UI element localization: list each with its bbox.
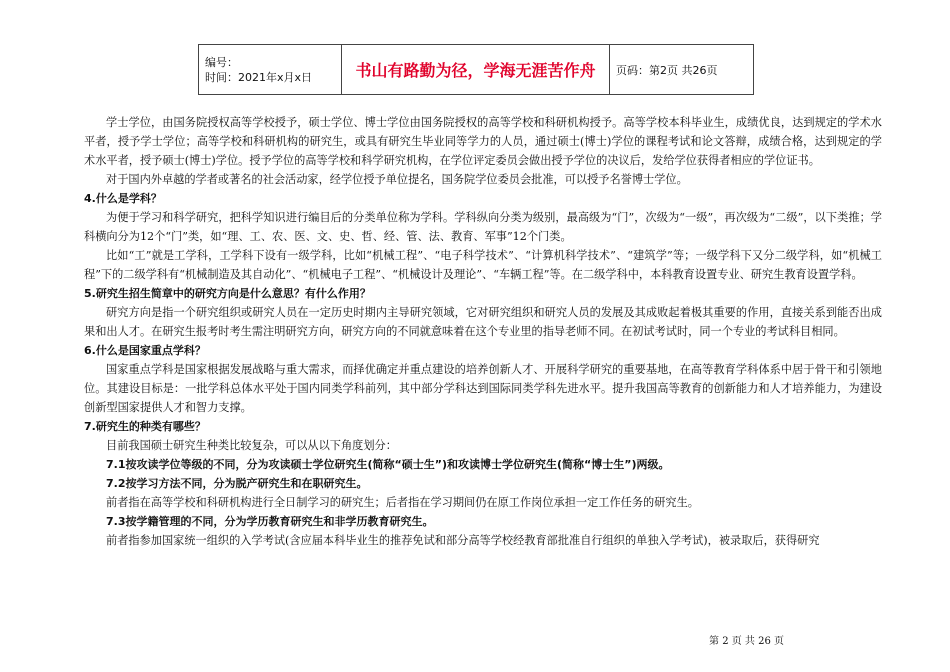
- page-header: [198, 44, 754, 95]
- paragraph: 比如“工”就是工学科，工学科下设有一级学科，比如“机械工程”、“电子科学技术”、“计算机科学技术”、“建筑学”等；一级学科下又分二级学科，如“机械工程”下的二级学科有“机械制造及其自动化”、“机械电子工程”、“机械设计及理论”、“车辆工程”等。在二级学科中，本科教育设置专业、研究生教育设置学科。: [84, 249, 882, 281]
- section-heading: 6.什么是国家重点学科？: [84, 344, 206, 357]
- paragraph: 为便于学习和科学研究，把科学知识进行编目后的分类单位称为学科。学科纵向分类为级别，最高级为“门”，次级为“一级”，再次级为“二级”，以下类推；学科横向分为12个“门”类，如“理、工、农、医、文、史、哲、经、管、法、教育、军事”12个门类。: [84, 211, 882, 243]
- paragraph: 目前我国硕士研究生种类比较复杂，可以从以下角度划分：: [106, 439, 397, 452]
- header-meta: [199, 45, 342, 95]
- paragraph: 对于国内外卓越的学者或著名的社会活动家，经学位授予单位提名，国务院学位委员会批准，可以授予名誉博士学位。: [106, 173, 688, 186]
- document-time: 时间：2021年x月x日: [205, 70, 313, 84]
- section-heading: 5.研究生招生简章中的研究方向是什么意思？有什么作用？: [84, 287, 371, 300]
- header-motto: 书山有路勤为径，学海无涯苦作舟: [342, 45, 610, 95]
- section-heading: 7.研究生的种类有哪些？: [84, 420, 206, 433]
- page-footer: 第 2 页 共 26 页: [709, 636, 784, 647]
- paragraph: 前者指参加国家统一组织的入学考试(含应届本科毕业生的推荐免试和部分高等学校经教育部批准自行组织的单独入学考试)，被录取后，获得研究: [106, 534, 820, 547]
- paragraph: 前者指在高等学校和科研机构进行全日制学习的研究生；后者指在学习期间仍在原工作岗位承担一定工作任务的研究生。: [106, 496, 699, 509]
- document-body: [84, 113, 882, 550]
- subsection-heading: 7.1按攻读学位等级的不同，分为攻读硕士学位研究生(简称“硕士生”)和攻读博士学位研究生(简称“博士生”)两级。: [106, 458, 670, 471]
- subsection-heading: 7.3按学籍管理的不同，分为学历教育研究生和非学历教育研究生。: [106, 515, 434, 528]
- paragraph: 研究方向是指一个研究组织或研究人员在一定历史时期内主导研究领域，它对研究组织和研究人员的发展及其成败起着极其重要的作用，直接关系到能否出成果和出人才。在研究生报考时考生需注明研究方向，研究方向的不同就意味着在这个专业里的指导老师不同。在初试考试时，同一个专业的考试科目相同。: [84, 306, 882, 338]
- section-heading: 4.什么是学科？: [84, 192, 162, 205]
- document-number: 编号：: [205, 55, 238, 69]
- header-page-code: 页码：第2页 共26页: [610, 45, 754, 95]
- subsection-heading: 7.2按学习方法不同，分为脱产研究生和在职研究生。: [106, 477, 368, 490]
- paragraph: 学士学位，由国务院授权高等学校授予，硕士学位、博士学位由国务院授权的高等学校和科研机构授予。高等学校本科毕业生，成绩优良，达到规定的学术水平者，授予学士学位；高等学校和科研机构的研究生，或具有研究生毕业同等学力的人员，通过硕士(博士)学位的课程考试和论文答辩，成绩合格，达到规定的学术水平者，授予硕士(博士)学位。授予学位的高等学校和科学研究机构，在学位评定委员会做出授予学位的决议后，发给学位获得者相应的学位证书。: [84, 116, 882, 167]
- paragraph: 国家重点学科是国家根据发展战略与重大需求，而择优确定并重点建设的培养创新人才、开展科学研究的重要基地，在高等教育学科体系中居于骨干和引领地位。其建设目标是：一批学科总体水平处于国内同类学科前列，其中部分学科达到国际同类学科先进水平。提升我国高等教育的创新能力和人才培养能力，为建设创新型国家提供人才和智力支撑。: [84, 363, 882, 414]
